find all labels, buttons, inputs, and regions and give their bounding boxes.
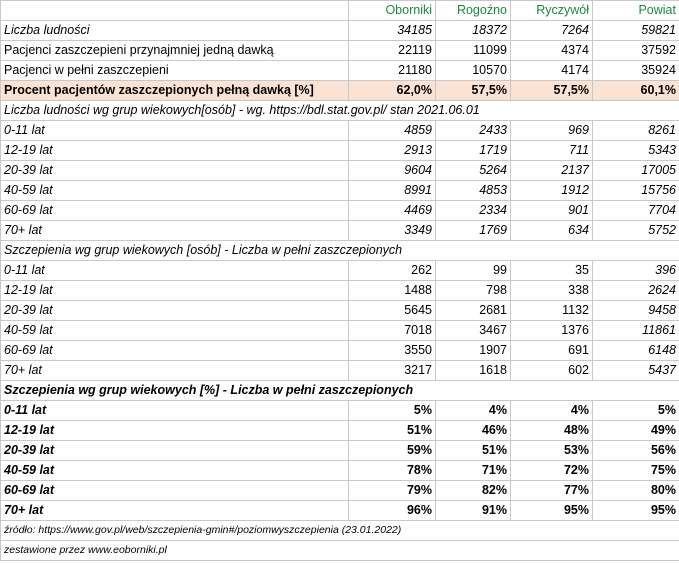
table-row — [1, 441, 679, 461]
row-value: 7018 — [349, 321, 436, 341]
row-value: 6148 — [593, 341, 679, 361]
row-value: 8261 — [593, 121, 679, 141]
table-row — [1, 461, 679, 481]
summary-row — [1, 81, 679, 101]
table-row — [1, 161, 679, 181]
row-value: 901 — [511, 201, 593, 221]
row-value: 7704 — [593, 201, 679, 221]
row-value: 798 — [436, 281, 511, 301]
summary-row — [1, 21, 679, 41]
row-value: 634 — [511, 221, 593, 241]
row-value: 57,5% — [511, 81, 593, 101]
row-value: 11861 — [593, 321, 679, 341]
table-row — [1, 201, 679, 221]
row-value: 3349 — [349, 221, 436, 241]
age-group-label: 20-39 lat — [1, 441, 349, 461]
age-group-label: 40-59 lat — [1, 461, 349, 481]
row-value: 75% — [593, 461, 679, 481]
age-group-label: 40-59 lat — [1, 181, 349, 201]
row-value: 2334 — [436, 201, 511, 221]
row-value: 56% — [593, 441, 679, 461]
row-value: 95% — [511, 501, 593, 521]
row-value: 396 — [593, 261, 679, 281]
column-header: Powiat — [593, 1, 679, 21]
row-value: 2624 — [593, 281, 679, 301]
row-value: 34185 — [349, 21, 436, 41]
row-value: 17005 — [593, 161, 679, 181]
column-header: Rogoźno — [436, 1, 511, 21]
age-group-label: 0-11 lat — [1, 121, 349, 141]
row-value: 2137 — [511, 161, 593, 181]
row-value: 96% — [349, 501, 436, 521]
row-value: 1719 — [436, 141, 511, 161]
row-value: 59821 — [593, 21, 679, 41]
row-value: 5343 — [593, 141, 679, 161]
row-value: 99 — [436, 261, 511, 281]
section-title-row — [1, 101, 679, 121]
row-value: 22119 — [349, 41, 436, 61]
row-value: 9458 — [593, 301, 679, 321]
row-value: 5645 — [349, 301, 436, 321]
row-value: 78% — [349, 461, 436, 481]
table-row — [1, 341, 679, 361]
row-value: 1907 — [436, 341, 511, 361]
row-value: 82% — [436, 481, 511, 501]
section-title: Szczepienia wg grup wiekowych [osób] - Liczba w pełni zaszczepionych — [1, 241, 679, 261]
table-row — [1, 181, 679, 201]
row-value: 1912 — [511, 181, 593, 201]
row-value: 49% — [593, 421, 679, 441]
column-header: Ryczywół — [511, 1, 593, 21]
summary-row — [1, 41, 679, 61]
row-value: 77% — [511, 481, 593, 501]
age-group-label: 12-19 lat — [1, 281, 349, 301]
row-value: 5% — [593, 401, 679, 421]
row-value: 79% — [349, 481, 436, 501]
row-value: 5752 — [593, 221, 679, 241]
row-value: 4469 — [349, 201, 436, 221]
section-title-row — [1, 381, 679, 401]
row-label: Procent pacjentów zaszczepionych pełną dawką [%] — [1, 81, 349, 101]
row-value: 5264 — [436, 161, 511, 181]
row-value: 4% — [436, 401, 511, 421]
row-value: 1132 — [511, 301, 593, 321]
column-header: Oborniki — [349, 1, 436, 21]
row-value: 1488 — [349, 281, 436, 301]
table-row — [1, 421, 679, 441]
row-value: 21180 — [349, 61, 436, 81]
age-group-label: 60-69 lat — [1, 201, 349, 221]
table-row — [1, 321, 679, 341]
row-value: 691 — [511, 341, 593, 361]
row-value: 35 — [511, 261, 593, 281]
row-value: 57,5% — [436, 81, 511, 101]
row-value: 59% — [349, 441, 436, 461]
age-group-label: 60-69 lat — [1, 481, 349, 501]
age-group-label: 0-11 lat — [1, 401, 349, 421]
age-group-label: 60-69 lat — [1, 341, 349, 361]
row-value: 602 — [511, 361, 593, 381]
header-row — [1, 1, 679, 21]
row-value: 51% — [436, 441, 511, 461]
row-label: Pacjenci zaszczepieni przynajmniej jedną dawką — [1, 41, 349, 61]
header-cell-empty — [1, 1, 349, 21]
row-value: 48% — [511, 421, 593, 441]
table-row — [1, 261, 679, 281]
row-value: 18372 — [436, 21, 511, 41]
row-value: 37592 — [593, 41, 679, 61]
section-title: Szczepienia wg grup wiekowych [%] - Liczba w pełni zaszczepionych — [1, 381, 679, 401]
row-value: 2681 — [436, 301, 511, 321]
row-value: 711 — [511, 141, 593, 161]
row-value: 9604 — [349, 161, 436, 181]
row-value: 2913 — [349, 141, 436, 161]
row-value: 4% — [511, 401, 593, 421]
row-value: 4374 — [511, 41, 593, 61]
age-group-label: 70+ lat — [1, 501, 349, 521]
table-row — [1, 221, 679, 241]
summary-row — [1, 61, 679, 81]
row-value: 72% — [511, 461, 593, 481]
table-row — [1, 281, 679, 301]
row-value: 11099 — [436, 41, 511, 61]
row-label: Pacjenci w pełni zaszczepieni — [1, 61, 349, 81]
age-group-label: 40-59 lat — [1, 321, 349, 341]
row-value: 71% — [436, 461, 511, 481]
age-group-label: 70+ lat — [1, 221, 349, 241]
row-value: 5437 — [593, 361, 679, 381]
row-value: 15756 — [593, 181, 679, 201]
row-value: 1769 — [436, 221, 511, 241]
row-value: 46% — [436, 421, 511, 441]
footer-source: źródło: https://www.gov.pl/web/szczepienia-gmin#/poziomwyszczepienia (23.01.2022) — [1, 521, 679, 541]
row-value: 2433 — [436, 121, 511, 141]
row-value: 3467 — [436, 321, 511, 341]
row-value: 95% — [593, 501, 679, 521]
row-value: 51% — [349, 421, 436, 441]
footer-compiled: zestawione przez www.eoborniki.pl — [1, 541, 679, 561]
row-value: 262 — [349, 261, 436, 281]
table-row — [1, 401, 679, 421]
age-group-label: 20-39 lat — [1, 161, 349, 181]
row-value: 35924 — [593, 61, 679, 81]
row-value: 91% — [436, 501, 511, 521]
row-value: 338 — [511, 281, 593, 301]
row-value: 4174 — [511, 61, 593, 81]
row-value: 62,0% — [349, 81, 436, 101]
footer-row — [1, 541, 679, 561]
row-value: 10570 — [436, 61, 511, 81]
row-value: 7264 — [511, 21, 593, 41]
row-value: 1618 — [436, 361, 511, 381]
table-row — [1, 121, 679, 141]
row-value: 5% — [349, 401, 436, 421]
age-group-label: 0-11 lat — [1, 261, 349, 281]
row-value: 969 — [511, 121, 593, 141]
table-row — [1, 361, 679, 381]
section-title: Liczba ludności wg grup wiekowych[osób] - wg. https://bdl.stat.gov.pl/ stan 2021.06.01 — [1, 101, 679, 121]
section-title-row — [1, 241, 679, 261]
age-group-label: 70+ lat — [1, 361, 349, 381]
table-body — [1, 1, 679, 561]
row-value: 4853 — [436, 181, 511, 201]
row-label: Liczba ludności — [1, 21, 349, 41]
table-row — [1, 501, 679, 521]
row-value: 80% — [593, 481, 679, 501]
row-value: 60,1% — [593, 81, 679, 101]
age-group-label: 12-19 lat — [1, 421, 349, 441]
row-value: 3217 — [349, 361, 436, 381]
row-value: 1376 — [511, 321, 593, 341]
age-group-label: 12-19 lat — [1, 141, 349, 161]
table-row — [1, 141, 679, 161]
table-row — [1, 301, 679, 321]
row-value: 4859 — [349, 121, 436, 141]
table-row — [1, 481, 679, 501]
age-group-label: 20-39 lat — [1, 301, 349, 321]
footer-row — [1, 521, 679, 541]
row-value: 53% — [511, 441, 593, 461]
row-value: 3550 — [349, 341, 436, 361]
row-value: 8991 — [349, 181, 436, 201]
